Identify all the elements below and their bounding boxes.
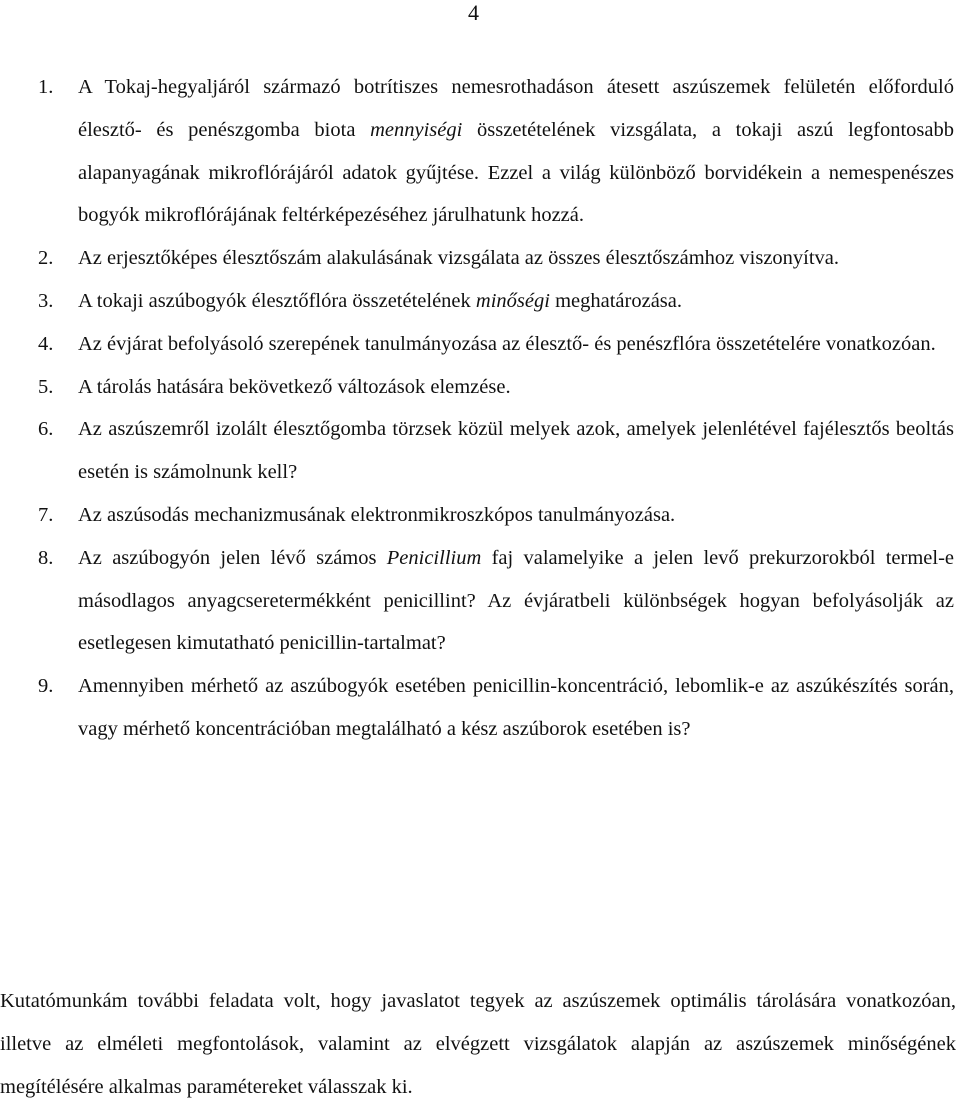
list-item-number: 4. xyxy=(38,332,54,355)
list-item-text: A tokaji aszúbogyók élesztőflóra összetételének xyxy=(78,289,476,312)
list-item-text: faj valamelyike a jelen levő prekurzorokból termel-e másodlagos anyagcseretermékként penicillint? Az évjáratbeli különbségek hogyan befolyásolják az esetlegesen kimutatható penicillin-tartalmat? xyxy=(78,546,954,655)
list-item-number: 3. xyxy=(38,289,54,312)
list-item-8 xyxy=(32,537,954,665)
list-item-number: 1. xyxy=(38,76,54,98)
list-item-number: 8. xyxy=(38,546,54,569)
list-item-text: A Tokaj-hegyaljáról származó botrítiszes nemesrothadáson átesett aszúszemek felületén előforduló élesztő- és penészgomba biota xyxy=(78,76,954,141)
emphasis-text: mennyiségi xyxy=(370,118,463,141)
list-item-3 xyxy=(32,280,954,323)
list-item-text: Az évjárat befolyásoló szerepének tanulmányozása az élesztő- és penészflóra összetételére vonatkozóan. xyxy=(78,332,936,355)
emphasis-text: minőségi xyxy=(475,289,550,312)
objectives-list xyxy=(32,66,954,751)
list-item-text: összetételének vizsgálata, a tokaji aszú legfontosabb alapanyagának mikroflórájáról adatok gyűjtése. Ezzel a világ különböző borvidékein a nemespenészes bogyók mikroflórájának feltérképezéséhez járulhatunk hozzá. xyxy=(78,118,954,227)
list-item-2 xyxy=(32,237,954,280)
list-item-1 xyxy=(32,66,954,237)
list-item-number: 6. xyxy=(38,418,54,441)
closing-paragraph: Kutatómunkám további feladata volt, hogy javaslatot tegyek az aszúszemek optimális tárolására vonatkozóan, illetve az elméleti megfontolások, valamint az elvégzett vizsgálatok alapján az aszúszemek minőségének megítélésére alkalmas paramétereket válasszak ki. xyxy=(0,990,956,1098)
list-item-text: Az aszúszemről izolált élesztőgomba törzsek közül melyek azok, amelyek jelenlétével fajélesztős beoltás esetén is számolnunk kell? xyxy=(78,418,954,484)
list-item-text: Az erjesztőképes élesztőszám alakulásának vizsgálata az összes élesztőszámhoz viszonyítva. xyxy=(78,247,840,270)
list-item-text: Amennyiben mérhető az aszúbogyók esetében penicillin-koncentráció, lebomlik-e az aszúkészítés során, vagy mérhető koncentrációban megtalálható a kész aszúborok esetében is? xyxy=(78,675,954,740)
list-item-5 xyxy=(32,366,954,409)
list-item-text: A tárolás hatására bekövetkező változások elemzése. xyxy=(78,375,511,398)
list-item-number: 5. xyxy=(38,375,54,398)
list-item-6 xyxy=(32,408,954,494)
list-item-number: 9. xyxy=(38,675,54,698)
page-number: 4 xyxy=(468,0,479,25)
list-item-4 xyxy=(32,323,954,366)
list-item-number: 7. xyxy=(38,503,54,526)
list-item-text: meghatározása. xyxy=(549,289,682,312)
list-item-text: Az aszúsodás mechanizmusának elektronmikroszkópos tanulmányozása. xyxy=(78,503,676,526)
emphasis-text: Penicillium xyxy=(386,546,482,569)
list-item-9 xyxy=(32,665,954,751)
list-item-text: Az aszúbogyón jelen lévő számos xyxy=(78,546,387,569)
list-item-7 xyxy=(32,494,954,537)
list-item-number: 2. xyxy=(38,247,54,270)
